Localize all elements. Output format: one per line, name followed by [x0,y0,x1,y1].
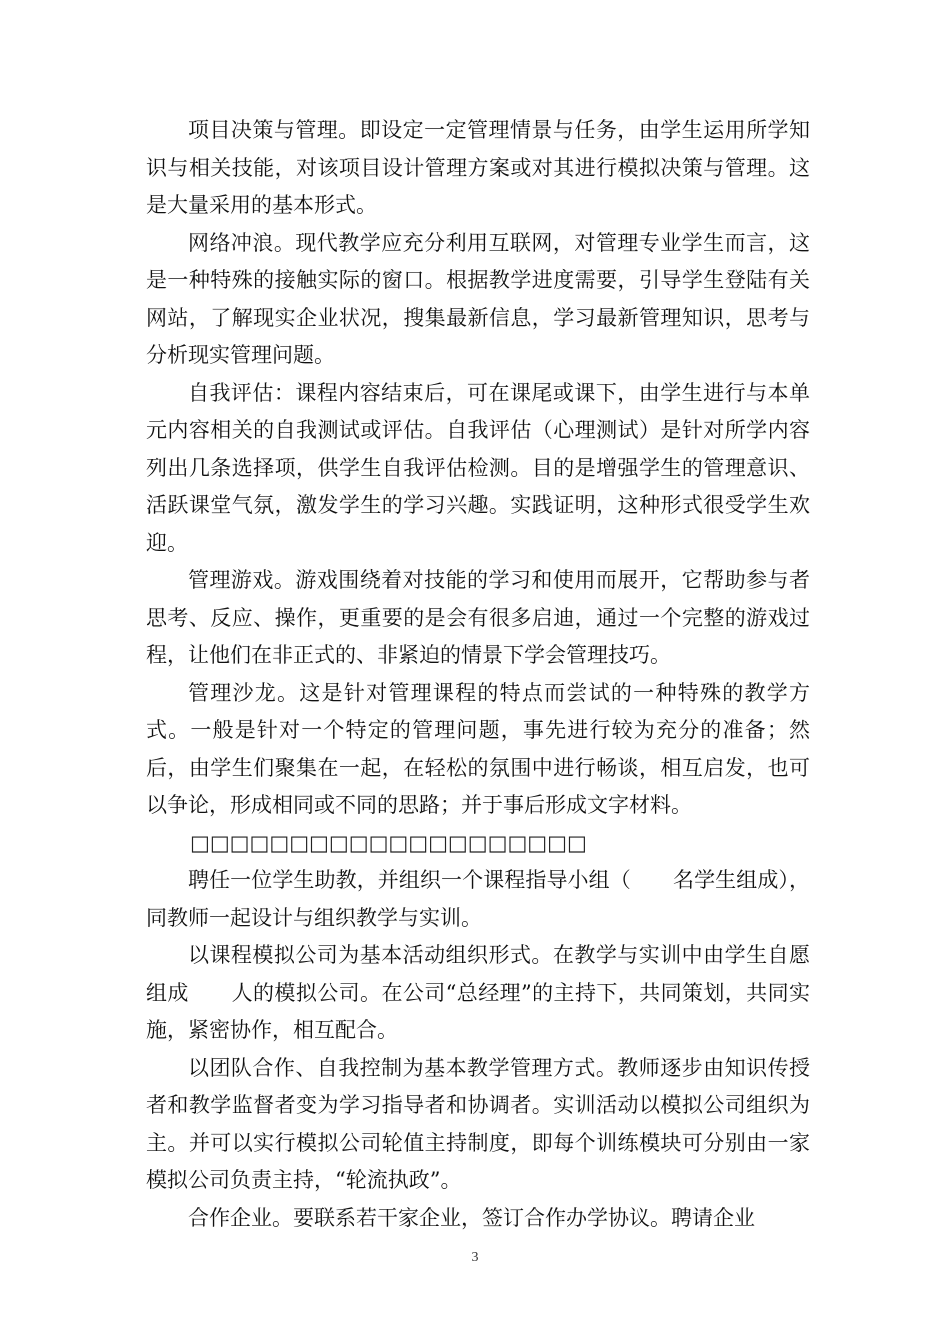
paragraph-student-assistant: 聘任一位学生助教，并组织一个课程指导小组（ 名学生组成），同教师一起设计与组织教学与实训。 [146,868,810,930]
paragraph-partner-enterprise: 合作企业。要联系若干家企业，签订合作办学协议。聘请企业 [188,1205,755,1230]
body-text [146,112,810,1237]
paragraph-team-cooperation: 以团队合作、自我控制为基本教学管理方式。教师逐步由知识传授者和教学监督者变为学习指导者和协调者。实训活动以模拟公司组织为主。并可以实行模拟公司轮值主持制度，即每个训练模块可分别由一家模拟公司负责主持，“轮流执政”。 [146,1055,810,1192]
garbled-heading: □□□□□□□□□□□□□□□□□□□□ [190,830,587,855]
paragraph-management-salon: 管理沙龙。这是针对管理课程的特点而尝试的一种特殊的教学方式。一般是针对一个特定的管理问题，事先进行较为充分的准备；然后，由学生们聚集在一起，在轻松的氛围中进行畅谈，相互启发，也可以争论，形成相同或不同的思路；并于事后形成文字材料。 [146,680,810,817]
paragraph-web-surfing: 网络冲浪。现代教学应充分利用互联网，对管理专业学生而言，这是一种特殊的接触实际的窗口。根据教学进度需要，引导学生登陆有关网站，了解现实企业状况，搜集最新信息，学习最新管理知识，思考与分析现实管理问题。 [146,230,810,367]
paragraph-simulated-company: 以课程模拟公司为基本活动组织形式。在教学与实训中由学生自愿组成 人的模拟公司。在公司“总经理”的主持下，共同策划，共同实施，紧密协作，相互配合。 [146,943,810,1042]
paragraph-project-decision: 项目决策与管理。即设定一定管理情景与任务，由学生运用所学知识与相关技能，对该项目设计管理方案或对其进行模拟决策与管理。这是大量采用的基本形式。 [146,118,810,217]
paragraph-self-assessment: 自我评估：课程内容结束后，可在课尾或课下，由学生进行与本单元内容相关的自我测试或评估。自我评估（心理测试）是针对所学内容列出几条选择项，供学生自我评估检测。目的是增强学生的管理意识、活跃课堂气氛，激发学生的学习兴趣。实践证明，这种形式很受学生欢迎。 [146,380,810,555]
page-number: 3 [471,1250,479,1265]
paragraph-management-game: 管理游戏。游戏围绕着对技能的学习和使用而展开，它帮助参与者思考、反应、操作，更重要的是会有很多启迪，通过一个完整的游戏过程，让他们在非正式的、非紧迫的情景下学会管理技巧。 [146,568,810,667]
